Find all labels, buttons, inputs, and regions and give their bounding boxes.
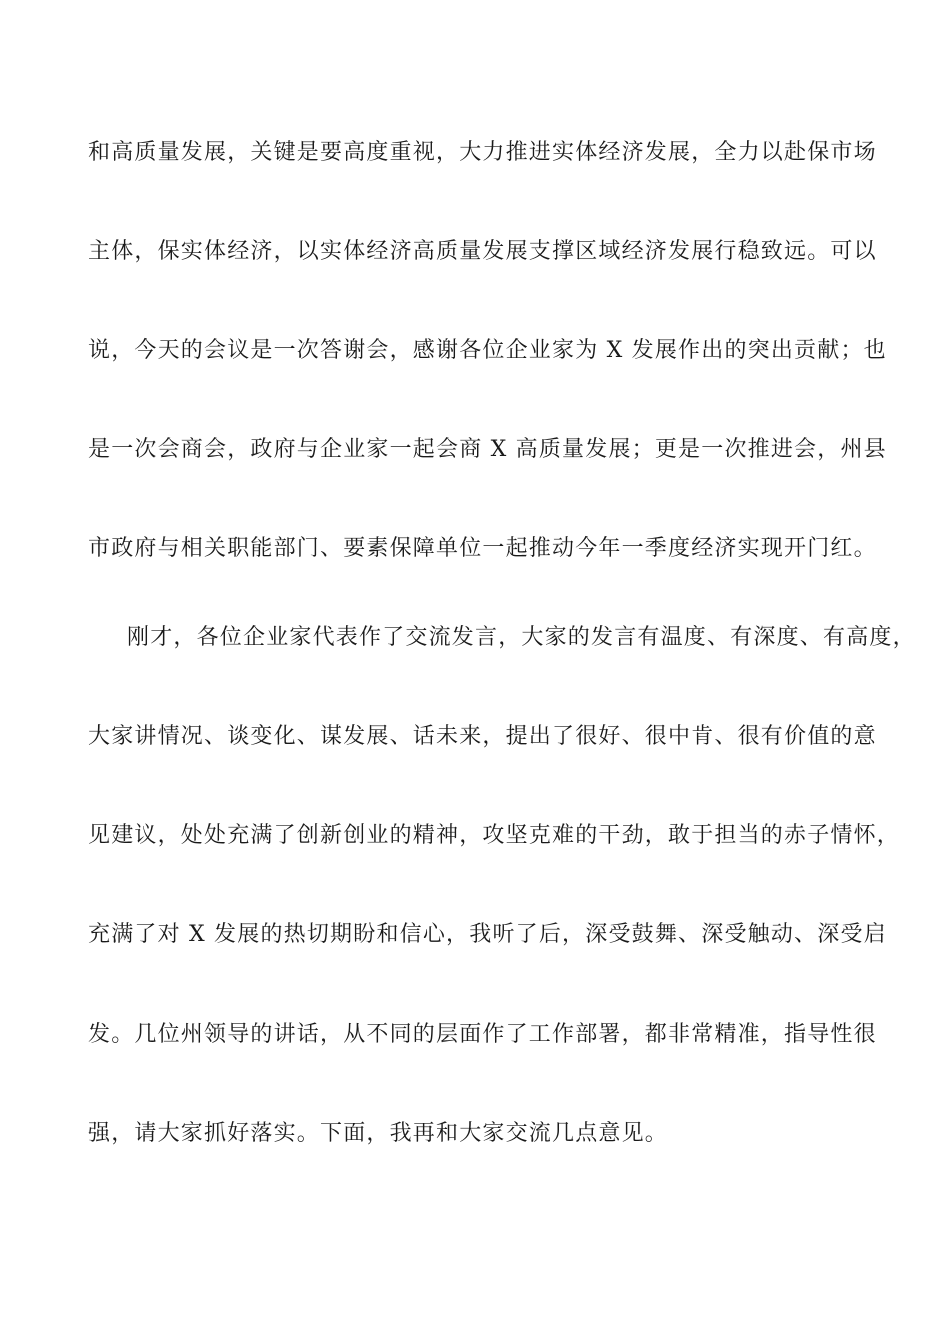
text-line: 主体，保实体经济，以实体经济高质量发展支撑区域经济发展行稳致远。可以 [88, 239, 877, 264]
text-line: 发。几位州领导的讲话，从不同的层面作了工作部署，都非常精准，指导性很 [88, 1022, 877, 1047]
text-line: 说，今天的会议是一次答谢会，感谢各位企业家为 X 发展作出的突出贡献；也 [88, 338, 887, 363]
text-line: 大家讲情况、谈变化、谋发展、话未来，提出了很好、很中肯、很有价值的意 [88, 724, 877, 749]
text-line: 强，请大家抓好落实。下面，我再和大家交流几点意见。 [88, 1121, 669, 1146]
text-line: 市政府与相关职能部门、要素保障单位一起推动今年一季度经济实现开门红。 [88, 536, 877, 561]
text-line: 和高质量发展，关键是要高度重视，大力推进实体经济发展，全力以赴保市场 [88, 140, 877, 165]
text-line: 是一次会商会，政府与企业家一起会商 X 高质量发展；更是一次推进会，州县 [88, 437, 887, 462]
text-line: 刚才，各位企业家代表作了交流发言，大家的发言有温度、有深度、有高度， [127, 625, 916, 650]
text-line: 见建议，处处充满了创新创业的精神，攻坚克难的干劲，敢于担当的赤子情怀， [88, 823, 901, 848]
text-line: 充满了对 X 发展的热切期盼和信心，我听了后，深受鼓舞、深受触动、深受启 [88, 922, 887, 947]
